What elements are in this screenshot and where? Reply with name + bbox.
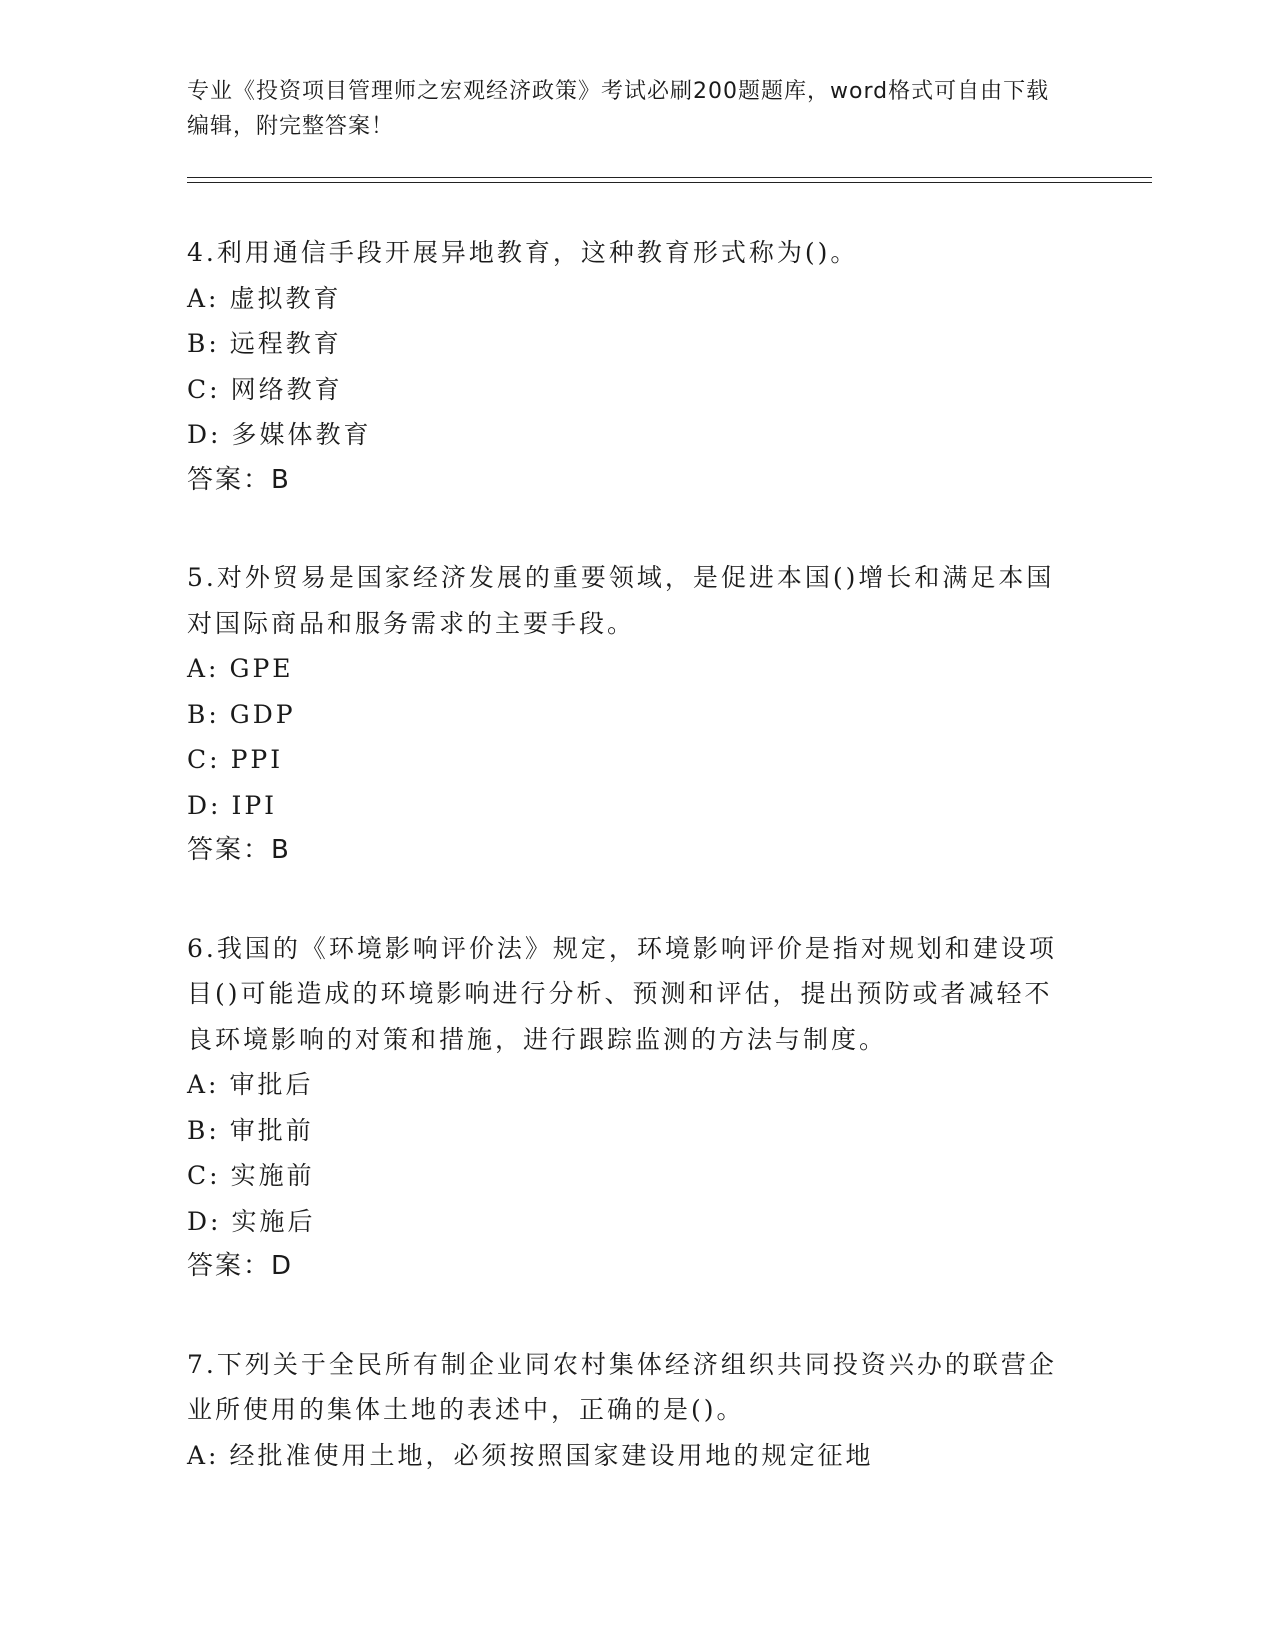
option-letter: B: xyxy=(187,699,220,729)
question-5 xyxy=(187,555,1067,874)
option-text: 远程教育 xyxy=(229,329,342,358)
option-letter: D: xyxy=(187,790,222,820)
question-4 xyxy=(187,230,1067,503)
question-6 xyxy=(187,926,1067,1290)
option-text: 审批后 xyxy=(229,1070,314,1099)
option-c xyxy=(187,367,1067,413)
option-a xyxy=(187,276,1067,322)
answer-line: 答案：B xyxy=(187,835,291,865)
option-d xyxy=(187,412,1067,458)
question-7 xyxy=(187,1342,1067,1479)
option-text: 实施前 xyxy=(230,1161,315,1190)
option-letter: D: xyxy=(187,1206,222,1236)
option-a xyxy=(187,646,1067,692)
option-text: 网络教育 xyxy=(230,374,343,404)
question-stem: 5.对外贸易是国家经济发展的重要领域，是促进本国()增长和满足本国对国际商品和服务需求的主要手段。 xyxy=(187,563,1055,638)
option-text: 实施后 xyxy=(231,1206,316,1236)
option-letter: A: xyxy=(187,1440,220,1470)
option-d xyxy=(187,783,1067,829)
option-b xyxy=(187,692,1067,738)
option-letter: C: xyxy=(187,1161,221,1190)
option-letter: A: xyxy=(187,283,220,313)
header-divider-top xyxy=(187,177,1152,178)
option-text: IPI xyxy=(231,790,278,820)
option-text: GDP xyxy=(229,699,296,729)
option-c xyxy=(187,1153,1067,1199)
option-text: PPI xyxy=(230,745,284,774)
question-list xyxy=(187,230,1067,1530)
option-letter: A: xyxy=(187,1070,220,1099)
answer-line: 答案：B xyxy=(187,464,291,495)
answer-line: 答案：D xyxy=(187,1251,294,1281)
option-text: 审批前 xyxy=(229,1115,314,1145)
option-letter: B: xyxy=(187,1115,220,1145)
option-text: 经批准使用土地，必须按照国家建设用地的规定征地 xyxy=(229,1440,874,1470)
option-c xyxy=(187,737,1067,783)
option-letter: C: xyxy=(187,374,221,404)
question-stem: 7.下列关于全民所有制企业同农村集体经济组织共同投资兴办的联营企业所使用的集体土地的表述中，正确的是()。 xyxy=(187,1349,1057,1424)
question-stem: 4.利用通信手段开展异地教育，这种教育形式称为()。 xyxy=(187,238,859,267)
option-text: 虚拟教育 xyxy=(229,283,342,313)
option-b xyxy=(187,321,1067,367)
option-letter: D: xyxy=(187,420,222,449)
option-text: 多媒体教育 xyxy=(231,420,372,449)
option-text: GPE xyxy=(229,654,294,683)
document-intro: 专业《投资项目管理师之宏观经济政策》考试必刷200题题库，word格式可自由下载编辑，附完整答案！ xyxy=(187,79,1050,139)
option-d xyxy=(187,1199,1067,1245)
question-stem: 6.我国的《环境影响评价法》规定，环境影响评价是指对规划和建设项目()可能造成的环境影响进行分析、预测和评估，提出预防或者减轻不良环境影响的对策和措施，进行跟踪监测的方法与制度。 xyxy=(187,933,1057,1054)
option-letter: B: xyxy=(187,329,220,358)
option-letter: A: xyxy=(187,654,220,683)
option-b xyxy=(187,1108,1067,1154)
option-letter: C: xyxy=(187,745,221,774)
option-a xyxy=(187,1433,1067,1479)
option-a xyxy=(187,1062,1067,1108)
header-divider-bottom xyxy=(187,182,1152,183)
